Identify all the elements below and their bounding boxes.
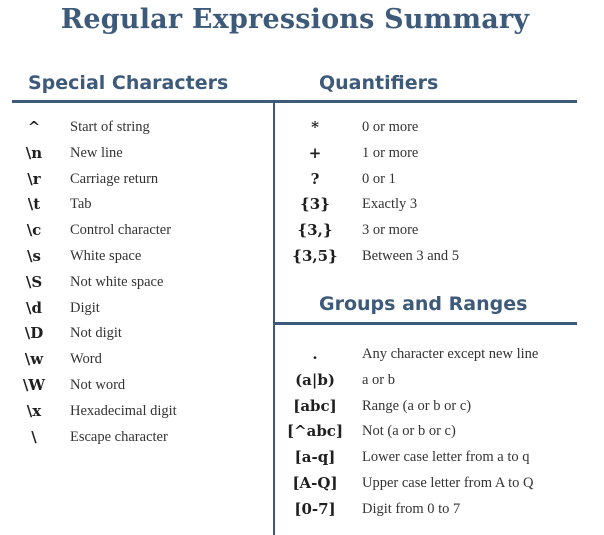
quantifier-symbol: {3,5} <box>292 247 338 265</box>
group-range-symbol: . <box>312 345 318 363</box>
special-character-description: Hexadecimal digit <box>70 402 177 419</box>
quantifier-symbol: ? <box>310 169 320 188</box>
group-range-description: Not (a or b or c) <box>362 423 456 440</box>
special-character-description: Carriage return <box>70 170 159 187</box>
group-range-description: a or b <box>362 371 396 388</box>
quantifier-symbol: {3,} <box>297 221 333 240</box>
special-character-description: Escape character <box>70 428 168 445</box>
special-character-symbol: \ <box>31 427 37 446</box>
special-character-description: Start of string <box>70 119 150 135</box>
group-range-description: Any character except new line <box>362 346 539 362</box>
special-character-description: Not digit <box>70 325 122 342</box>
group-range-symbol: [a-q] <box>294 448 336 467</box>
special-character-description: Not white space <box>70 273 164 290</box>
group-range-symbol: (a|b) <box>295 370 335 389</box>
groups-divider <box>275 322 577 325</box>
group-range-symbol: [^abc] <box>286 422 344 441</box>
special-character-symbol: \D <box>24 324 44 343</box>
special-character-description: Control character <box>70 222 172 239</box>
page-title: Regular Expressions Summary <box>60 4 530 35</box>
special-character-description: Word <box>70 351 102 368</box>
special-character-symbol: \r <box>27 169 41 188</box>
quantifier-symbol: {3} <box>300 195 330 214</box>
quantifier-description: 3 or more <box>362 222 419 239</box>
groups-and-ranges-heading: Groups and Ranges <box>319 293 528 315</box>
quantifier-description: Exactly 3 <box>362 196 418 213</box>
group-range-symbol: [A-Q] <box>292 474 338 492</box>
group-range-description: Range (a or b or c) <box>362 397 472 414</box>
special-character-symbol: \s <box>27 247 41 265</box>
group-range-symbol: [abc] <box>293 396 337 415</box>
special-character-symbol: \n <box>25 143 43 162</box>
quantifiers-heading: Quantifiers <box>319 72 439 94</box>
quantifier-description: 0 or 1 <box>362 170 396 187</box>
special-character-description: Tab <box>70 196 92 213</box>
special-character-symbol: \d <box>26 298 42 317</box>
special-character-symbol: ^ <box>27 118 41 136</box>
group-range-description: Upper case letter from A to Q <box>362 475 534 491</box>
top-divider <box>12 100 577 103</box>
special-character-symbol: \w <box>24 350 44 369</box>
special-character-description: Digit <box>70 299 100 316</box>
quantifier-symbol: + <box>308 143 322 162</box>
quantifier-description: Between 3 and 5 <box>362 248 460 264</box>
group-range-symbol: [0-7] <box>294 499 336 518</box>
quantifier-description: 1 or more <box>362 144 419 161</box>
group-range-description: Lower case letter from a to q <box>362 449 530 466</box>
column-divider <box>273 100 275 535</box>
group-range-description: Digit from 0 to 7 <box>362 500 461 517</box>
special-character-symbol: \W <box>22 376 46 394</box>
quantifier-symbol: * <box>311 118 319 136</box>
special-character-symbol: \c <box>26 221 42 240</box>
special-character-description: New line <box>70 144 123 161</box>
quantifier-description: 0 or more <box>362 119 419 135</box>
special-character-description: White space <box>70 248 142 264</box>
special-character-symbol: \t <box>27 195 41 214</box>
special-character-symbol: \x <box>26 401 42 420</box>
special-character-symbol: \S <box>25 272 43 291</box>
special-characters-heading: Special Characters <box>28 72 229 94</box>
special-character-description: Not word <box>70 377 126 393</box>
